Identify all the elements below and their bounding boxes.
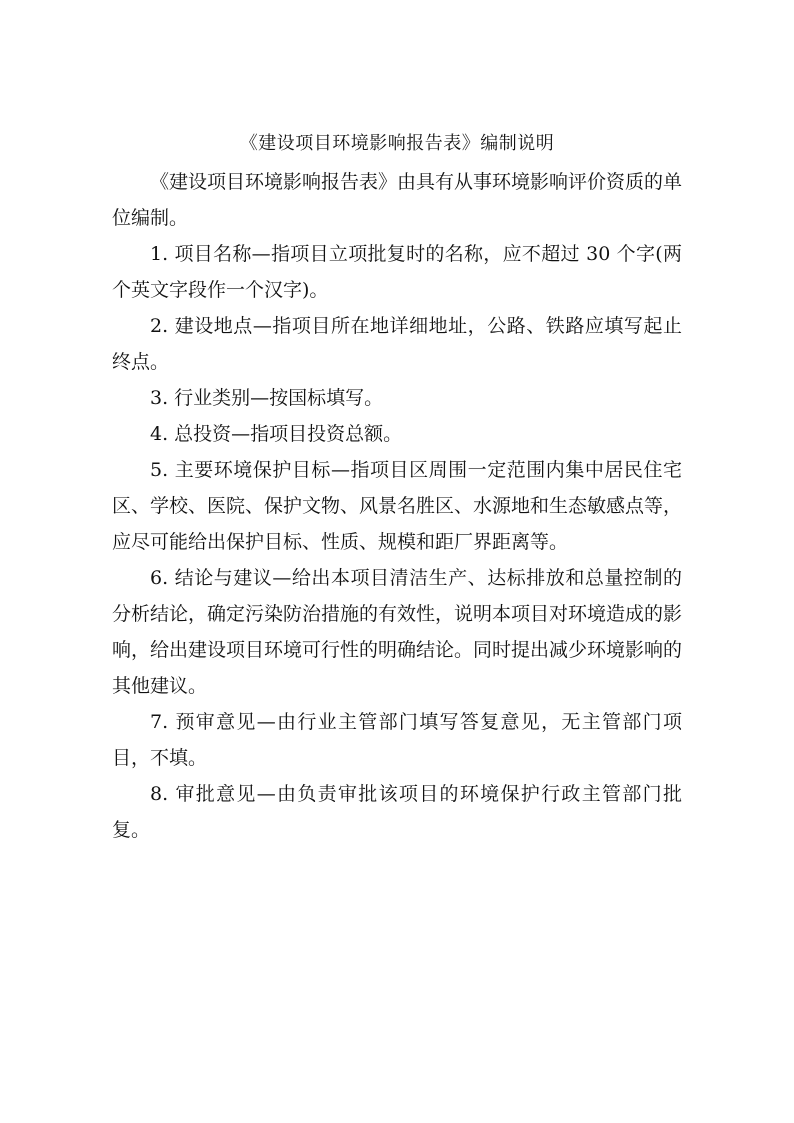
- item-industry-category: 3. 行业类别—按国标填写。: [150, 387, 384, 409]
- item-construction-site: 2. 建设地点—指项目所在地详细地址，公路、铁路应填写起止终点。: [112, 315, 682, 373]
- item-approval-opinion: 8. 审批意见—由负责审批该项目的环境保护行政主管部门批复。: [112, 783, 682, 841]
- item-pre-review-opinion: 7. 预审意见—由行业主管部门填写答复意见，无主管部门项目，不填。: [112, 711, 682, 769]
- document-title: 《建设项目环境影响报告表》编制说明: [239, 133, 555, 154]
- item-protection-targets: 5. 主要环境保护目标—指项目区周围一定范围内集中居民住宅区、学校、医院、保护文物、风景名胜区、水源地和生态敏感点等，应尽可能给出保护目标、性质、规模和距厂界距离等。: [112, 459, 683, 553]
- document-body: [112, 164, 682, 848]
- item-total-investment: 4. 总投资—指项目投资总额。: [150, 423, 403, 445]
- item-project-name: 1. 项目名称—指项目立项批复时的名称，应不超过 30 个字(两个英文字段作一个汉字)。: [112, 243, 682, 301]
- item-conclusion-suggestions: 6. 结论与建议—给出本项目清洁生产、达标排放和总量控制的分析结论，确定污染防治措施的有效性，说明本项目对环境造成的影响，给出建设项目环境可行性的明确结论。同时提出减少环境影响的其他建议。: [112, 567, 683, 697]
- intro-paragraph: 《建设项目环境影响报告表》由具有从事环境影响评价资质的单位编制。: [112, 171, 683, 229]
